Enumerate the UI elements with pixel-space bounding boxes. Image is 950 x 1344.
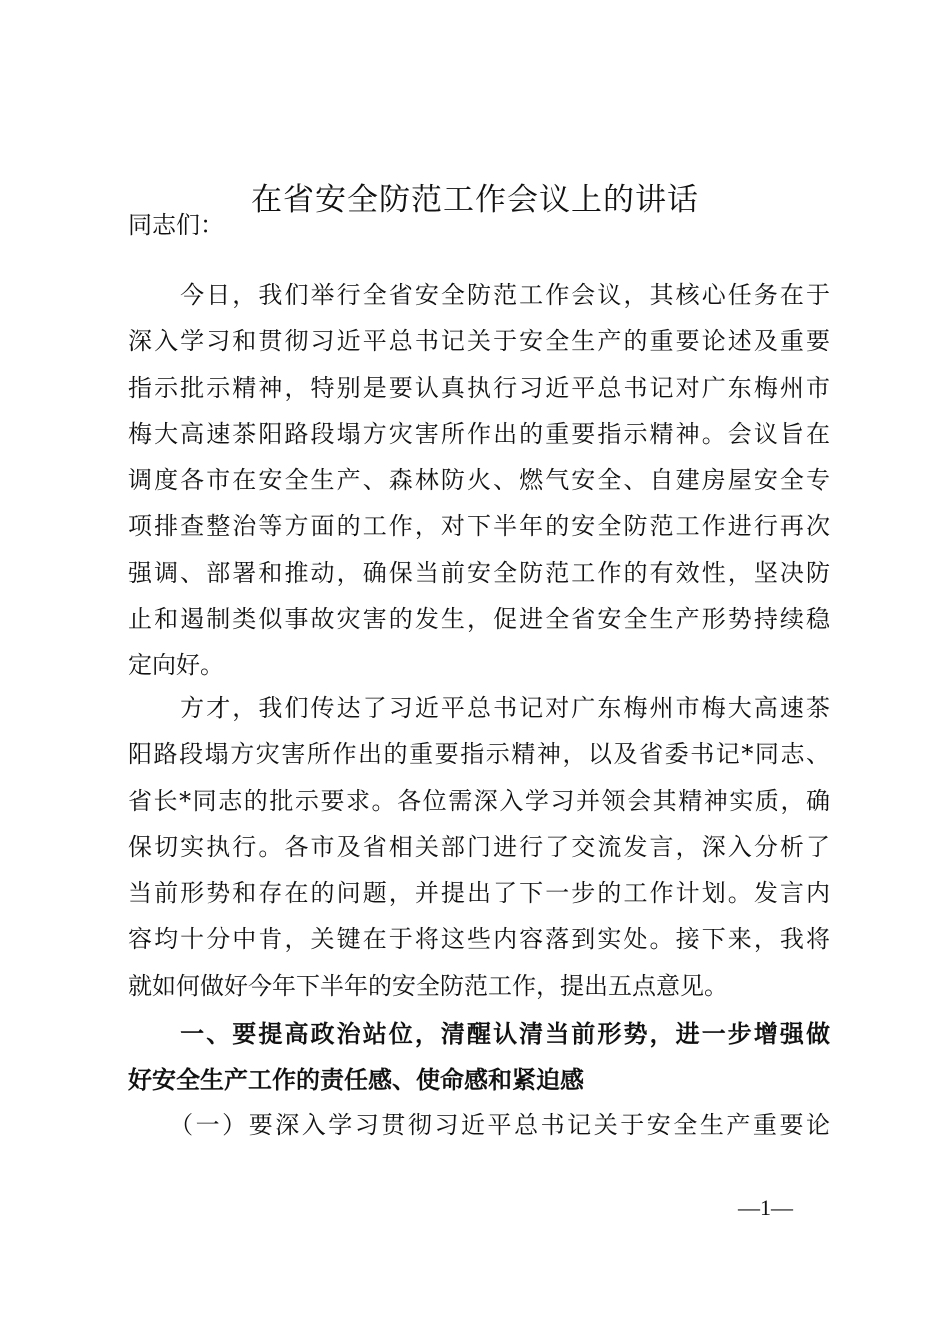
paragraph-line: 项排查整治等方面的工作，对下半年的安全防范工作进行再次 xyxy=(128,512,830,541)
salutation: 同志们： xyxy=(128,211,224,239)
paragraph-line: 止和遏制类似事故灾害的发生，促进全省安全生产形势持续稳 xyxy=(128,605,830,634)
paragraph-line: 梅大高速茶阳路段塌方灾害所作出的重要指示精神。会议旨在 xyxy=(128,419,830,448)
paragraph-line: 调度各市在安全生产、森林防火、燃气安全、自建房屋安全专 xyxy=(128,466,830,495)
paragraph-line: 阳路段塌方灾害所作出的重要指示精神，以及省委书记*同志、 xyxy=(128,740,830,769)
paragraph-line: 今日，我们举行全省安全防范工作会议，其核心任务在于 xyxy=(128,281,830,309)
paragraph-1 xyxy=(128,272,830,689)
paragraph-line: 方才，我们传达了习近平总书记对广东梅州市梅大高速茶 xyxy=(128,694,830,722)
page-number: —1— xyxy=(738,1195,793,1220)
paragraph-line: 定向好。 xyxy=(128,651,224,680)
heading-line: 好安全生产工作的责任感、使命感和紧迫感 xyxy=(128,1066,584,1094)
subheading-line: （一）要深入学习贯彻习近平总书记关于安全生产重要论 xyxy=(128,1111,830,1139)
paragraph-line: 就如何做好今年下半年的安全防范工作，提出五点意见。 xyxy=(128,971,728,1000)
paragraph-line: 当前形势和存在的问题，并提出了下一步的工作计划。发言内 xyxy=(128,879,830,908)
paragraph-line: 深入学习和贯彻习近平总书记关于安全生产的重要论述及重要 xyxy=(128,327,830,356)
heading-line: 一、要提高政治站位，清醒认清当前形势，进一步增强做 xyxy=(128,1020,830,1048)
paragraph-line: 保切实执行。各市及省相关部门进行了交流发言，深入分析了 xyxy=(128,832,830,861)
paragraph-line: 省长*同志的批示要求。各位需深入学习并领会其精神实质，确 xyxy=(128,786,830,815)
paragraph-line: 强调、部署和推动，确保当前安全防范工作的有效性，坚决防 xyxy=(128,558,830,587)
paragraph-line: 指示批示精神，特别是要认真执行习近平总书记对广东梅州市 xyxy=(128,373,830,402)
document-title: 在省安全防范工作会议上的讲话 xyxy=(251,182,699,218)
paragraph-2 xyxy=(128,685,830,1009)
paragraph-line: 容均十分中肯，关键在于将这些内容落到实处。接下来，我将 xyxy=(128,925,830,954)
subsection-heading-1 xyxy=(128,1102,830,1148)
section-heading-1 xyxy=(128,1011,830,1103)
